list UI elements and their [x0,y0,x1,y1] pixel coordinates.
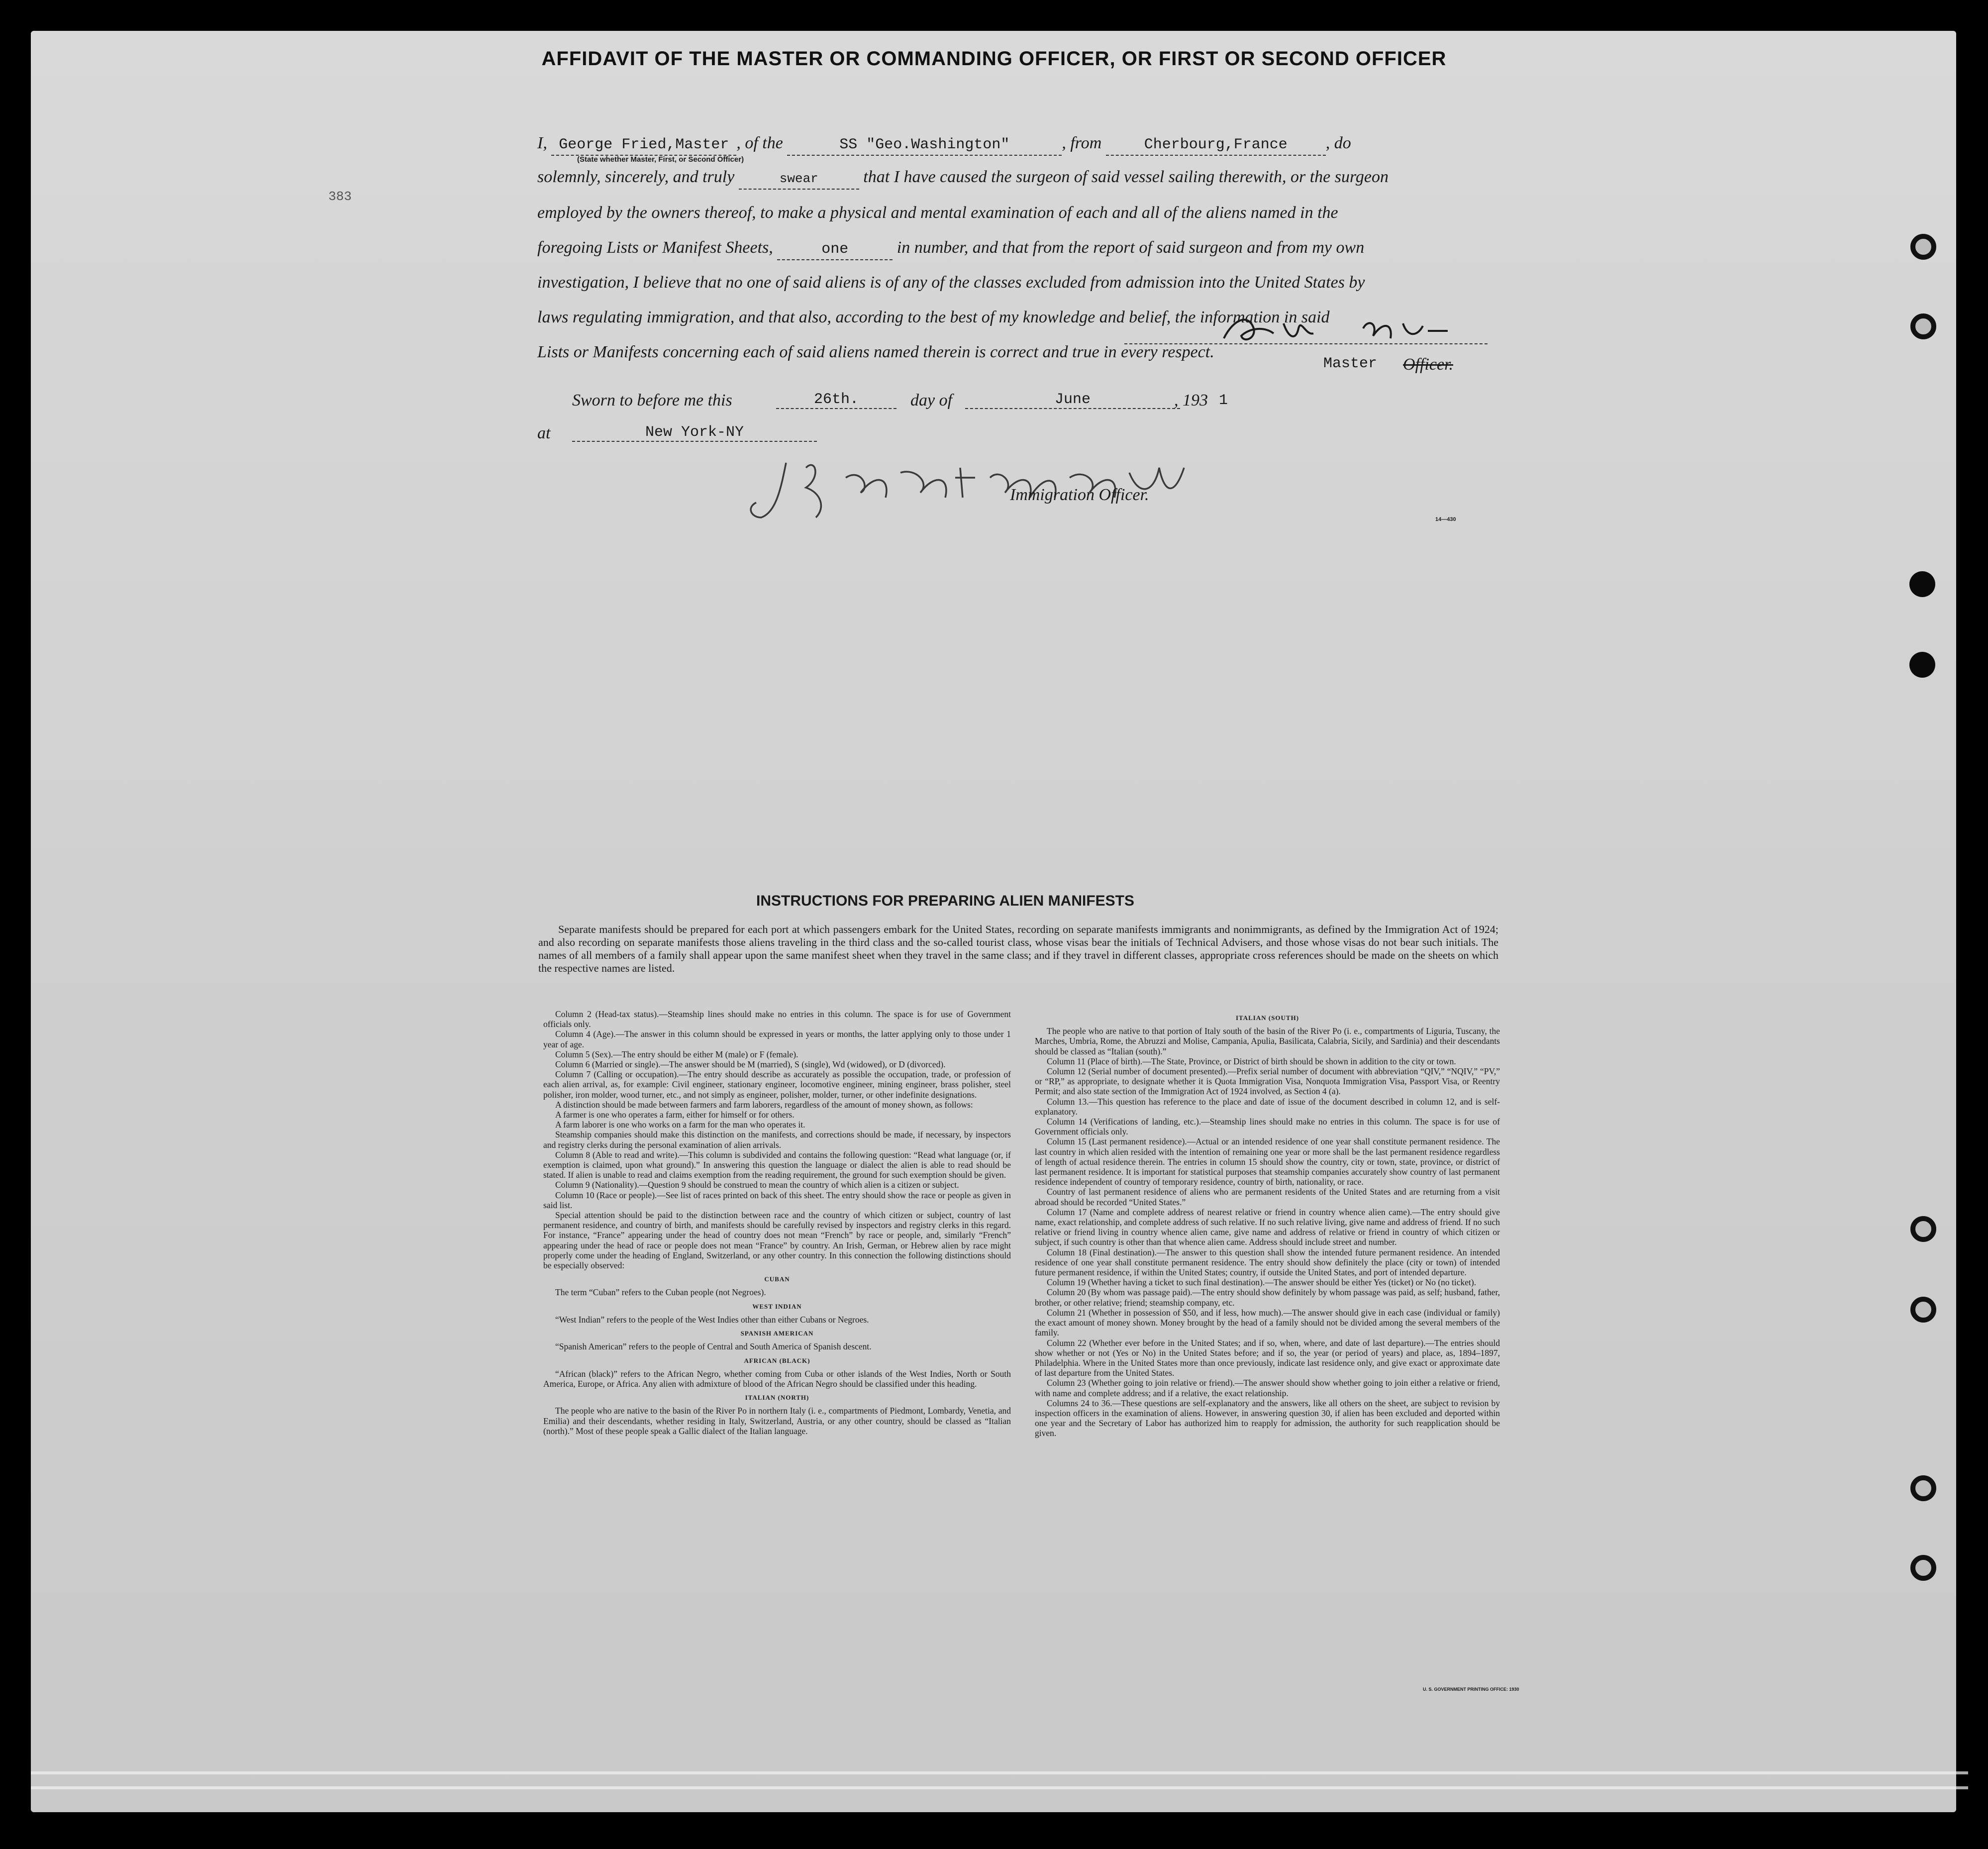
binder-hole [1910,313,1936,339]
section-heading: ITALIAN (SOUTH) [1235,1014,1299,1022]
instruction-paragraph: Column 9 (Nationality).—Question 9 should be construed to mean the country of which alien is a citizen or subject. [555,1180,959,1190]
instruction-paragraph: Columns 24 to 36.—These questions are self-explanatory and the answers, like all others on the sheet, are subject to revision by inspection officers in the examination of aliens. However, in answering question 30, if alien has been excluded and deported within one year and the Secretary of Labor has authorized him to reapply for admission, the authority for such reapplication should be given. [1035,1398,1500,1438]
sworn-month-field: June [965,391,1180,409]
affidavit-line-5: investigation, I believe that no one of said aliens is of any of the classes excluded from admission into the United States by [537,273,1365,292]
affidavit-line-4: foregoing Lists or Manifest Sheets, one in number, and that from the report of said surgeon and from my own [537,238,1364,260]
affidavit-title: AFFIDAVIT OF THE MASTER OR COMMANDING OFFICER, OR FIRST OR SECOND OFFICER [541,48,1447,70]
port-from-field: Cherbourg,France [1106,135,1326,156]
signature-title-typed: Master [1323,355,1378,372]
form-number: 14—430 [1435,516,1456,522]
instruction-paragraph: Column 7 (Calling or occupation).—The entry should describe as accurately as possible the occupation, trade, or profession of each alien arrival, as, for example: Civil engineer, stationary engineer, locomotive engineer, mining engineer, brass polisher, steel polisher, iron molder, wood turner, etc., and not simply as engineer, polisher, molder, turner, or other indefinite designations. [543,1069,1011,1100]
page-edge [31,1771,1968,1774]
instruction-paragraph: Country of last permanent residence of aliens who are permanent residents of the United States and are returning from a visit abroad should be recorded “United States.” [1035,1187,1500,1207]
instruction-paragraph: A distinction should be made between farmers and farm laborers, regardless of the amount of money shown, as follows: [555,1099,973,1110]
instruction-paragraph: “West Indian” refers to the people of the West Indies other than either Cubans or Negroes. [555,1314,869,1325]
margin-mark: 383 [328,189,352,204]
section-heading: ITALIAN (NORTH) [745,1394,809,1402]
instruction-paragraph: Column 12 (Serial number of document presented).—Prefix serial number of document with abbreviation “QIV,” “NQIV,” “PV,” or “RP,” as appropriate, to designate whether it is Quota Immigration Visa, Nonquota Immigration Visa, Passport Visa, or Reentry Permit; and also state section of the Immigration Act of 1924 involved, as Section 4 (a). [1035,1066,1500,1097]
binder-hole [1910,1297,1936,1323]
instruction-paragraph: Column 22 (Whether ever before in the United States; and if so, when, where, and date of last departure).—The entries should show whether or not (Yes or No) in the United States before; and if so, the year (or period of years) and place, as, 1894–1897, Philadelphia. Where in the United States more than once previously, indicate last residence only, and give exact or approximate date of last departure from the United States. [1035,1337,1500,1378]
sworn-place-field: New York-NY [572,424,817,442]
instruction-paragraph: Column 15 (Last permanent residence).—Actual or an intended residence of one year shall constitute permanent residence. The last country in which alien resided with the intention of remaining one year or more shall be the last permanent residence regardless of length of actual residence therein. The entries in column 15 should show the country, city or town, state, province, or district of last permanent residence. It is important for statistical purposes that steamship companies accurately show country of last permanent residence independent of country of temporary residence, country of birth, nationality, or race. [1035,1136,1500,1187]
printer-note: U. S. GOVERNMENT PRINTING OFFICE: 1930 [1423,1687,1519,1692]
affidavit-line-7: Lists or Manifests concerning each of said aliens named therein is correct and true in every respect. [537,343,1214,361]
of-the-label: , of the [736,134,783,152]
sworn-label: Sworn to before me this [572,391,732,410]
binder-hole [1909,571,1935,597]
instruction-paragraph: Column 4 (Age).—The answer in this column should be expressed in years or months, the latter applying only to those under 1 year of age. [543,1029,1011,1049]
affidavit-line-3: employed by the owners thereof, to make a physical and mental examination of each and all of the aliens named in the [537,204,1338,222]
instruction-paragraph: Column 5 (Sex).—The entry should be either M (male) or F (female). [555,1049,798,1059]
section-heading: WEST INDIAN [752,1302,802,1310]
vessel-field: SS "Geo.Washington" [787,135,1062,156]
do-label: , do [1325,134,1351,152]
instruction-paragraph: Column 17 (Name and complete address of nearest relative or friend in country whence alien came).—The entry should give name, exact relationship, and complete address of such relative. If no such relative living, give name and address of friend. If no such relative or friend living in country whence alien came, give name and address of relative or friend in country of which citizen or subject, if such country is other than that whence alien came. Address should include street and number. [1035,1207,1500,1247]
document-page [31,31,1956,1812]
year-prefix: , 193 [1174,391,1208,410]
signature-title-printed: Officer. [1403,355,1454,374]
instruction-paragraph: Column 11 (Place of birth).—The State, Province, or District of birth should be shown in addition to the city or town. [1047,1056,1456,1066]
instruction-paragraph: The people who are native to that portion of Italy south of the basin of the River Po (i. e., compartments of Liguria, Tuscany, the Marches, Umbria, Rome, the Abruzzi and Molise, Campania, Apulia, Basilicata, Calabria, Sicily, and Sardinia) and their descendants should be classed as “Italian (south).” [1035,1026,1500,1056]
instructions-left-column [543,1009,1011,1436]
at-label: at [537,424,551,442]
instruction-paragraph: Column 18 (Final destination).—The answer to this question shall show the intended future permanent residence. An intended residence of one year shall constitute permanent residence. The entry should show definitely the place (city or town) of intended future permanent residence, if within the United States; country, if outside the United States, and port of intended departure. [1035,1247,1500,1278]
instruction-paragraph: Column 2 (Head-tax status).—Steamship lines should make no entries in this column. The space is for use of Government officials only. [543,1009,1011,1029]
section-heading: AFRICAN (BLACK) [744,1356,810,1364]
immigration-officer-label: Immigration Officer. [1010,486,1149,504]
instruction-paragraph: “Spanish American” refers to the people of Central and South America of Spanish descent. [555,1341,872,1352]
officer-name-field: George Fried,Master [551,135,736,156]
instruction-paragraph: The people who are native to the basin of the River Po in northern Italy (i. e., compartments of Piedmont, Lombardy, Venetia, and Emilia) and their descendants, whether residing in Italy, Switzerland, Austria, or any other country, should be classed as “Italian (north).” Most of these people speak a Gallic dialect of the Italian language. [543,1406,1011,1436]
binder-hole [1909,652,1935,678]
instruction-paragraph: “African (black)” refers to the African Negro, whether coming from Cuba or other islands of the West Indies, North or South America, Europe, or Africa. Any alien with admixture of blood of the African Negro should be classified under this heading. [543,1368,1011,1389]
instruction-paragraph: Column 20 (By whom was passage paid).—The entry should show definitely by whom passage was paid, as self; husband, father, brother, or other relative; friend; steamship company, etc. [1035,1287,1500,1308]
instruction-paragraph: Column 19 (Whether having a ticket to such final destination).—The answer should be either Yes (ticket) or No (no ticket). [1047,1277,1477,1288]
instruction-paragraph: Column 23 (Whether going to join relative or friend).—The answer should show whether going to join either a relative or friend, with name and complete address; and if a relative, the exact relationship. [1035,1378,1500,1398]
rank-note: (State whether Master, First, or Second Officer) [577,155,744,164]
affidavit-line-2: solemnly, sincerely, and truly swear that I have caused the surgeon of said vessel sailing therewith, or the surgeon [537,167,1389,190]
instructions-title: INSTRUCTIONS FOR PREPARING ALIEN MANIFESTS [756,893,1135,909]
instruction-paragraph: A farm laborer is one who works on a farm for the man who operates it. [555,1120,805,1130]
instruction-paragraph: Column 21 (Whether in possession of $50, and if less, how much).—The answer should give in each case (individual or family) the exact amount of money shown. Money brought by the head of a family should not be divided among the several members of the family. [1035,1307,1500,1338]
binder-hole [1910,234,1936,260]
affidavit-line-1 [537,133,1351,156]
instruction-paragraph: Column 13.—This question has reference to the place and date of issue of the document described in column 12, and is self-explanatory. [1035,1096,1500,1117]
binder-hole [1910,1555,1936,1581]
binder-hole [1910,1475,1936,1501]
instruction-paragraph: Special attention should be paid to the distinction between race and the country of which citizen or subject, country of last permanent residence, and country of birth, and manifests should be carefully revised by inspectors and registry clerks in this regard. For instance, “France” appearing under the head of country does not mean “French” by race or people, and, similarly “French” appearing under the head of race or people does not mean “France” by country. An Irish, German, or Hebrew alien by race might properly come under the heading of England, Switzerland, or any other country. In this connection the following distinctions should be especially observed: [543,1210,1011,1271]
instructions-right-column [1035,1009,1500,1438]
page-edge [31,1786,1968,1789]
instructions-intro: Separate manifests should be prepared for each port at which passengers embark for the United States, recording on separate manifests immigrants and nonimmigrants, as defined by the Immigration Act of 1924; and also recording on separate manifests those aliens traveling in the third class and the so-called tourist class, whose visas bear the initials of Technical Advisers, and those whose visas do not bear such initials. The names of all members of a family shall appear upon the same manifest sheet when they travel in the same class; and if they travel in different classes, appropriate cross references should be made on the sheets on which the respective names are listed. [538,923,1498,974]
oath-word-field: swear [739,169,859,190]
affidavit-line-6: laws regulating immigration, and that also, according to the best of my knowledge and belief, the information in said [537,308,1330,326]
instruction-paragraph: Column 8 (Able to read and write).—This column is subdivided and contains the following question: “Read what language (or, if exemption is claimed, upon what ground).” In answering this question the language or dialect the alien is able to read should be stated. If alien is unable to read and claims exemption from the reading requirement, the ground for such exemption should be given. [543,1149,1011,1180]
binder-hole [1910,1216,1936,1242]
section-heading: CUBAN [764,1275,790,1283]
instruction-paragraph: Column 6 (Married or single).—The answer should be M (married), S (single), Wd (widowed), or D (divorced). [555,1059,946,1070]
instruction-paragraph: Column 10 (Race or people).—See list of races printed on back of this sheet. The entry should show the race or people as given in said list. [543,1190,1011,1210]
instruction-paragraph: Column 14 (Verifications of landing, etc.).—Steamship lines should make no entries in this column. The space is for use of Government officials only. [1035,1117,1500,1137]
master-signature [1214,308,1473,353]
instruction-paragraph: A farmer is one who operates a farm, either for himself or for others. [555,1110,795,1120]
i-label: I, [537,134,547,152]
day-of-label: day of [910,391,953,410]
section-heading: SPANISH AMERICAN [740,1330,814,1337]
instruction-paragraph: The term “Cuban” refers to the Cuban people (not Negroes). [555,1287,766,1298]
from-label: , from [1062,134,1102,152]
sworn-day-field: 26th. [776,391,896,409]
instruction-paragraph: Steamship companies should make this distinction on the manifests, and corrections should be made, if necessary, by inspectors and registry clerks during the personal examination of alien arrivals. [543,1130,1011,1150]
sheet-count-field: one [777,239,893,260]
sworn-year-digit: 1 [1219,392,1228,409]
master-signature-line [1124,343,1488,344]
